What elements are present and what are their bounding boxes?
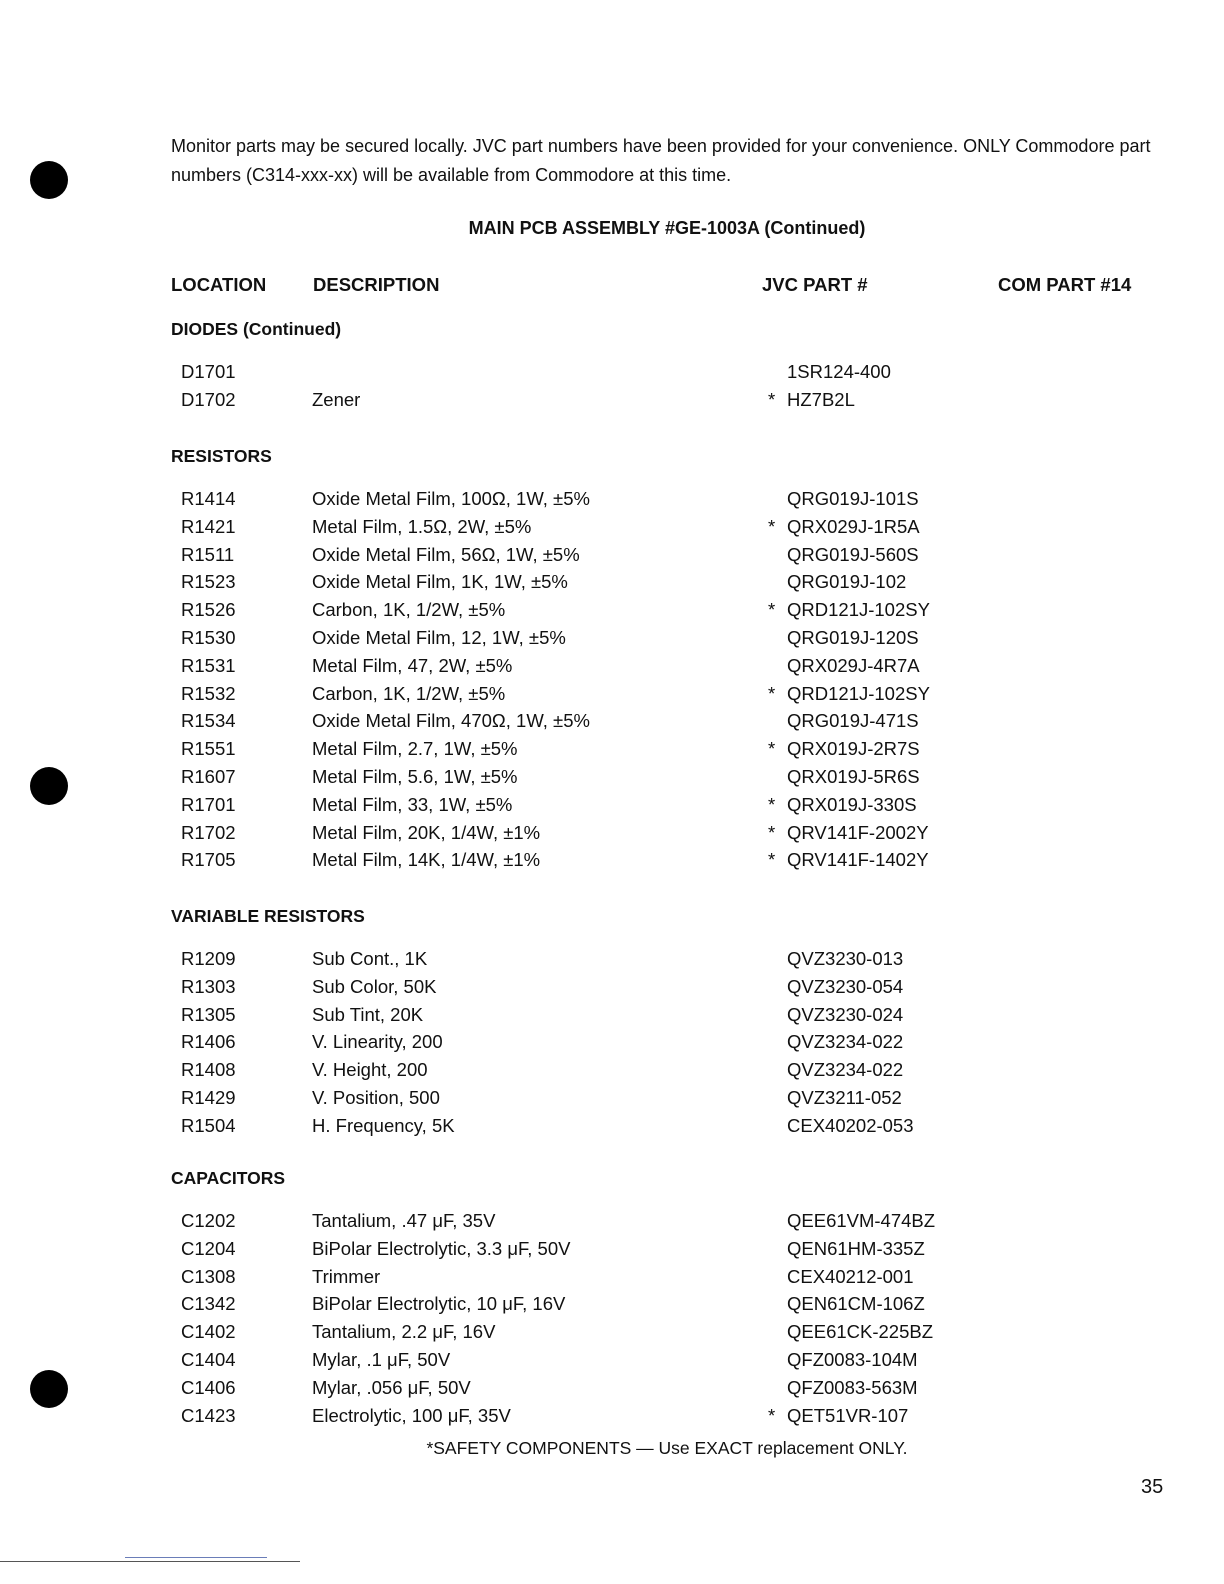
part-row — [0, 516, 1224, 544]
jvc-part-number: QRX019J-2R7S — [787, 738, 920, 760]
part-row — [0, 794, 1224, 822]
part-row — [0, 766, 1224, 794]
part-description: Trimmer — [312, 1265, 381, 1287]
safety-mark: * — [768, 515, 776, 537]
jvc-part-number: QRG019J-471S — [787, 710, 919, 732]
safety-mark: * — [768, 738, 776, 760]
part-location: C1204 — [181, 1237, 236, 1259]
part-location: R1421 — [181, 515, 236, 537]
section-title-capacitors: CAPACITORS — [171, 1168, 286, 1188]
part-description: Oxide Metal Film, 100Ω, 1W, ±5% — [312, 488, 590, 509]
part-description: Metal Film, 14K, 1/4W, ±1% — [312, 849, 541, 871]
part-description: Sub Tint, 20K — [312, 1003, 424, 1025]
part-description: V. Height, 200 — [312, 1059, 428, 1081]
part-location: D1702 — [181, 388, 236, 410]
part-row — [0, 1031, 1224, 1059]
part-row — [0, 1266, 1224, 1294]
part-description: Sub Color, 50K — [312, 975, 437, 997]
part-location: R1408 — [181, 1059, 236, 1081]
part-description: Oxide Metal Film, 56Ω, 1W, ±5% — [312, 543, 580, 565]
part-location: R1429 — [181, 1087, 236, 1108]
part-row — [0, 1087, 1224, 1115]
part-description: Metal Film, 2.7, 1W, ±5% — [312, 738, 518, 760]
section-title-resistors: RESISTORS — [171, 446, 272, 466]
part-row — [0, 627, 1224, 655]
part-row — [0, 1238, 1224, 1266]
part-location: C1406 — [181, 1376, 236, 1398]
jvc-part-number: QRG019J-120S — [787, 627, 919, 648]
part-description: V. Position, 500 — [312, 1087, 440, 1108]
jvc-part-number: QFZ0083-104M — [787, 1349, 918, 1370]
part-location: R1305 — [181, 1003, 236, 1025]
part-location: R1551 — [181, 738, 236, 760]
part-description: H. Frequency, 5K — [312, 1114, 455, 1136]
jvc-part-number: QRD121J-102SY — [787, 599, 930, 621]
jvc-part-number: HZ7B2L — [787, 388, 855, 410]
safety-mark: * — [768, 388, 776, 410]
safety-footnote: *SAFETY COMPONENTS — Use EXACT replacement ONLY. — [426, 1438, 908, 1458]
part-row — [0, 571, 1224, 599]
part-row — [0, 948, 1224, 976]
part-description: Metal Film, 1.5Ω, 2W, ±5% — [312, 515, 532, 537]
part-location: R1523 — [181, 571, 236, 593]
part-row — [0, 822, 1224, 850]
jvc-part-number: QVZ3211-052 — [787, 1087, 902, 1108]
part-row — [0, 599, 1224, 627]
jvc-part-number: QEN61CM-106Z — [787, 1293, 925, 1315]
bottom-rule-accent — [125, 1557, 267, 1558]
jvc-part-number: QRX019J-5R6S — [787, 766, 920, 787]
part-description: Mylar, .056 μF, 50V — [312, 1376, 471, 1398]
part-row — [0, 1059, 1224, 1087]
part-location: R1303 — [181, 975, 236, 997]
jvc-part-number: QRV141F-2002Y — [787, 821, 929, 843]
jvc-part-number: QVZ3230-024 — [787, 1003, 904, 1025]
part-location: R1526 — [181, 599, 236, 621]
part-row — [0, 683, 1224, 711]
part-description: BiPolar Electrolytic, 10 μF, 16V — [312, 1293, 566, 1315]
part-location: C1202 — [181, 1210, 236, 1231]
part-description: Metal Film, 5.6, 1W, ±5% — [312, 766, 518, 787]
jvc-part-number: CEX40212-001 — [787, 1265, 914, 1287]
safety-mark: * — [768, 793, 776, 815]
part-row — [0, 1321, 1224, 1349]
part-location: R1530 — [181, 627, 236, 648]
part-row — [0, 1349, 1224, 1377]
part-row — [0, 389, 1224, 417]
jvc-part-number: QEN61HM-335Z — [787, 1237, 925, 1259]
part-location: R1532 — [181, 682, 236, 704]
part-location: C1342 — [181, 1293, 236, 1315]
intro-paragraph: Monitor parts may be secured locally. JVC part numbers have been provided for your convenience. ONLY Commodore part numbers (C314-xxx-xx) will be available from Commodore at this time. — [171, 136, 1151, 185]
part-row — [0, 738, 1224, 766]
jvc-part-number: QEE61CK-225BZ — [787, 1321, 934, 1343]
part-location: C1404 — [181, 1349, 236, 1370]
part-row — [0, 1210, 1224, 1238]
page-title: MAIN PCB ASSEMBLY #GE-1003A (Continued) — [468, 218, 866, 238]
bottom-rule — [0, 1561, 300, 1562]
safety-mark: * — [768, 849, 776, 871]
part-location: C1402 — [181, 1321, 236, 1343]
part-description: Oxide Metal Film, 12, 1W, ±5% — [312, 627, 566, 648]
binder-hole-top — [30, 161, 68, 199]
part-description: Metal Film, 47, 2W, ±5% — [312, 654, 513, 676]
part-description: Oxide Metal Film, 1K, 1W, ±5% — [312, 571, 568, 593]
safety-mark: * — [768, 682, 776, 704]
column-header-jvc-part: JVC PART # — [762, 274, 868, 295]
part-description: BiPolar Electrolytic, 3.3 μF, 50V — [312, 1237, 571, 1259]
part-description: Metal Film, 20K, 1/4W, ±1% — [312, 821, 541, 843]
column-header-location: LOCATION — [171, 274, 267, 295]
part-row — [0, 849, 1224, 877]
part-row — [0, 710, 1224, 738]
part-location: C1308 — [181, 1265, 236, 1287]
part-row — [0, 488, 1224, 516]
section-title-variable-resistors: VARIABLE RESISTORS — [171, 906, 365, 926]
part-description: Metal Film, 33, 1W, ±5% — [312, 793, 513, 815]
part-location: R1701 — [181, 793, 236, 815]
part-description: Carbon, 1K, 1/2W, ±5% — [312, 599, 506, 621]
jvc-part-number: QVZ3230-013 — [787, 948, 904, 969]
part-location: R1534 — [181, 710, 236, 732]
part-location: R1414 — [181, 488, 236, 509]
part-location: R1705 — [181, 849, 236, 871]
safety-mark: * — [768, 821, 776, 843]
jvc-part-number: QRX019J-330S — [787, 793, 917, 815]
part-description: Tantalium, 2.2 μF, 16V — [312, 1321, 496, 1343]
part-row — [0, 1115, 1224, 1143]
part-description: Tantalium, .47 μF, 35V — [312, 1210, 496, 1231]
part-row — [0, 1004, 1224, 1032]
part-description: Zener — [312, 388, 361, 410]
jvc-part-number: QRG019J-560S — [787, 543, 919, 565]
part-location: R1531 — [181, 654, 236, 676]
part-description: Sub Cont., 1K — [312, 948, 428, 969]
jvc-part-number: CEX40202-053 — [787, 1114, 914, 1136]
column-header-description: DESCRIPTION — [313, 274, 440, 295]
jvc-part-number: QRX029J-1R5A — [787, 515, 920, 537]
jvc-part-number: QVZ3234-022 — [787, 1031, 904, 1053]
jvc-part-number: QEE61VM-474BZ — [787, 1210, 936, 1231]
jvc-part-number: QVZ3230-054 — [787, 975, 904, 997]
part-description: Mylar, .1 μF, 50V — [312, 1349, 451, 1370]
safety-mark: * — [768, 599, 776, 621]
part-description: V. Linearity, 200 — [312, 1031, 443, 1053]
part-location: D1701 — [181, 361, 236, 382]
jvc-part-number: QRD121J-102SY — [787, 682, 930, 704]
part-description: Carbon, 1K, 1/2W, ±5% — [312, 682, 506, 704]
part-location: R1607 — [181, 766, 236, 787]
jvc-part-number: QRX029J-4R7A — [787, 654, 920, 676]
part-row — [0, 1377, 1224, 1405]
part-location: R1702 — [181, 821, 236, 843]
jvc-part-number: QRV141F-1402Y — [787, 849, 929, 871]
jvc-part-number: QET51VR-107 — [787, 1404, 909, 1426]
column-header-com-part: COM PART #14 — [998, 274, 1132, 295]
part-location: R1504 — [181, 1114, 236, 1136]
part-row — [0, 976, 1224, 1004]
part-location: R1209 — [181, 948, 236, 969]
part-location: C1423 — [181, 1404, 236, 1426]
part-row — [0, 655, 1224, 683]
part-description: Electrolytic, 100 μF, 35V — [312, 1404, 511, 1426]
part-location: R1511 — [181, 543, 235, 565]
section-title-diodes: DIODES (Continued) — [171, 319, 342, 339]
part-row — [0, 1405, 1224, 1433]
part-row — [0, 1293, 1224, 1321]
jvc-part-number: QFZ0083-563M — [787, 1376, 918, 1398]
jvc-part-number: 1SR124-400 — [787, 361, 891, 382]
part-description: Oxide Metal Film, 470Ω, 1W, ±5% — [312, 710, 590, 732]
jvc-part-number: QVZ3234-022 — [787, 1059, 904, 1081]
page-number: 35 — [1141, 1476, 1164, 1498]
safety-mark: * — [768, 1404, 776, 1426]
jvc-part-number: QRG019J-101S — [787, 488, 919, 509]
jvc-part-number: QRG019J-102 — [787, 571, 907, 593]
part-row — [0, 544, 1224, 572]
part-row — [0, 361, 1224, 389]
part-location: R1406 — [181, 1031, 236, 1053]
